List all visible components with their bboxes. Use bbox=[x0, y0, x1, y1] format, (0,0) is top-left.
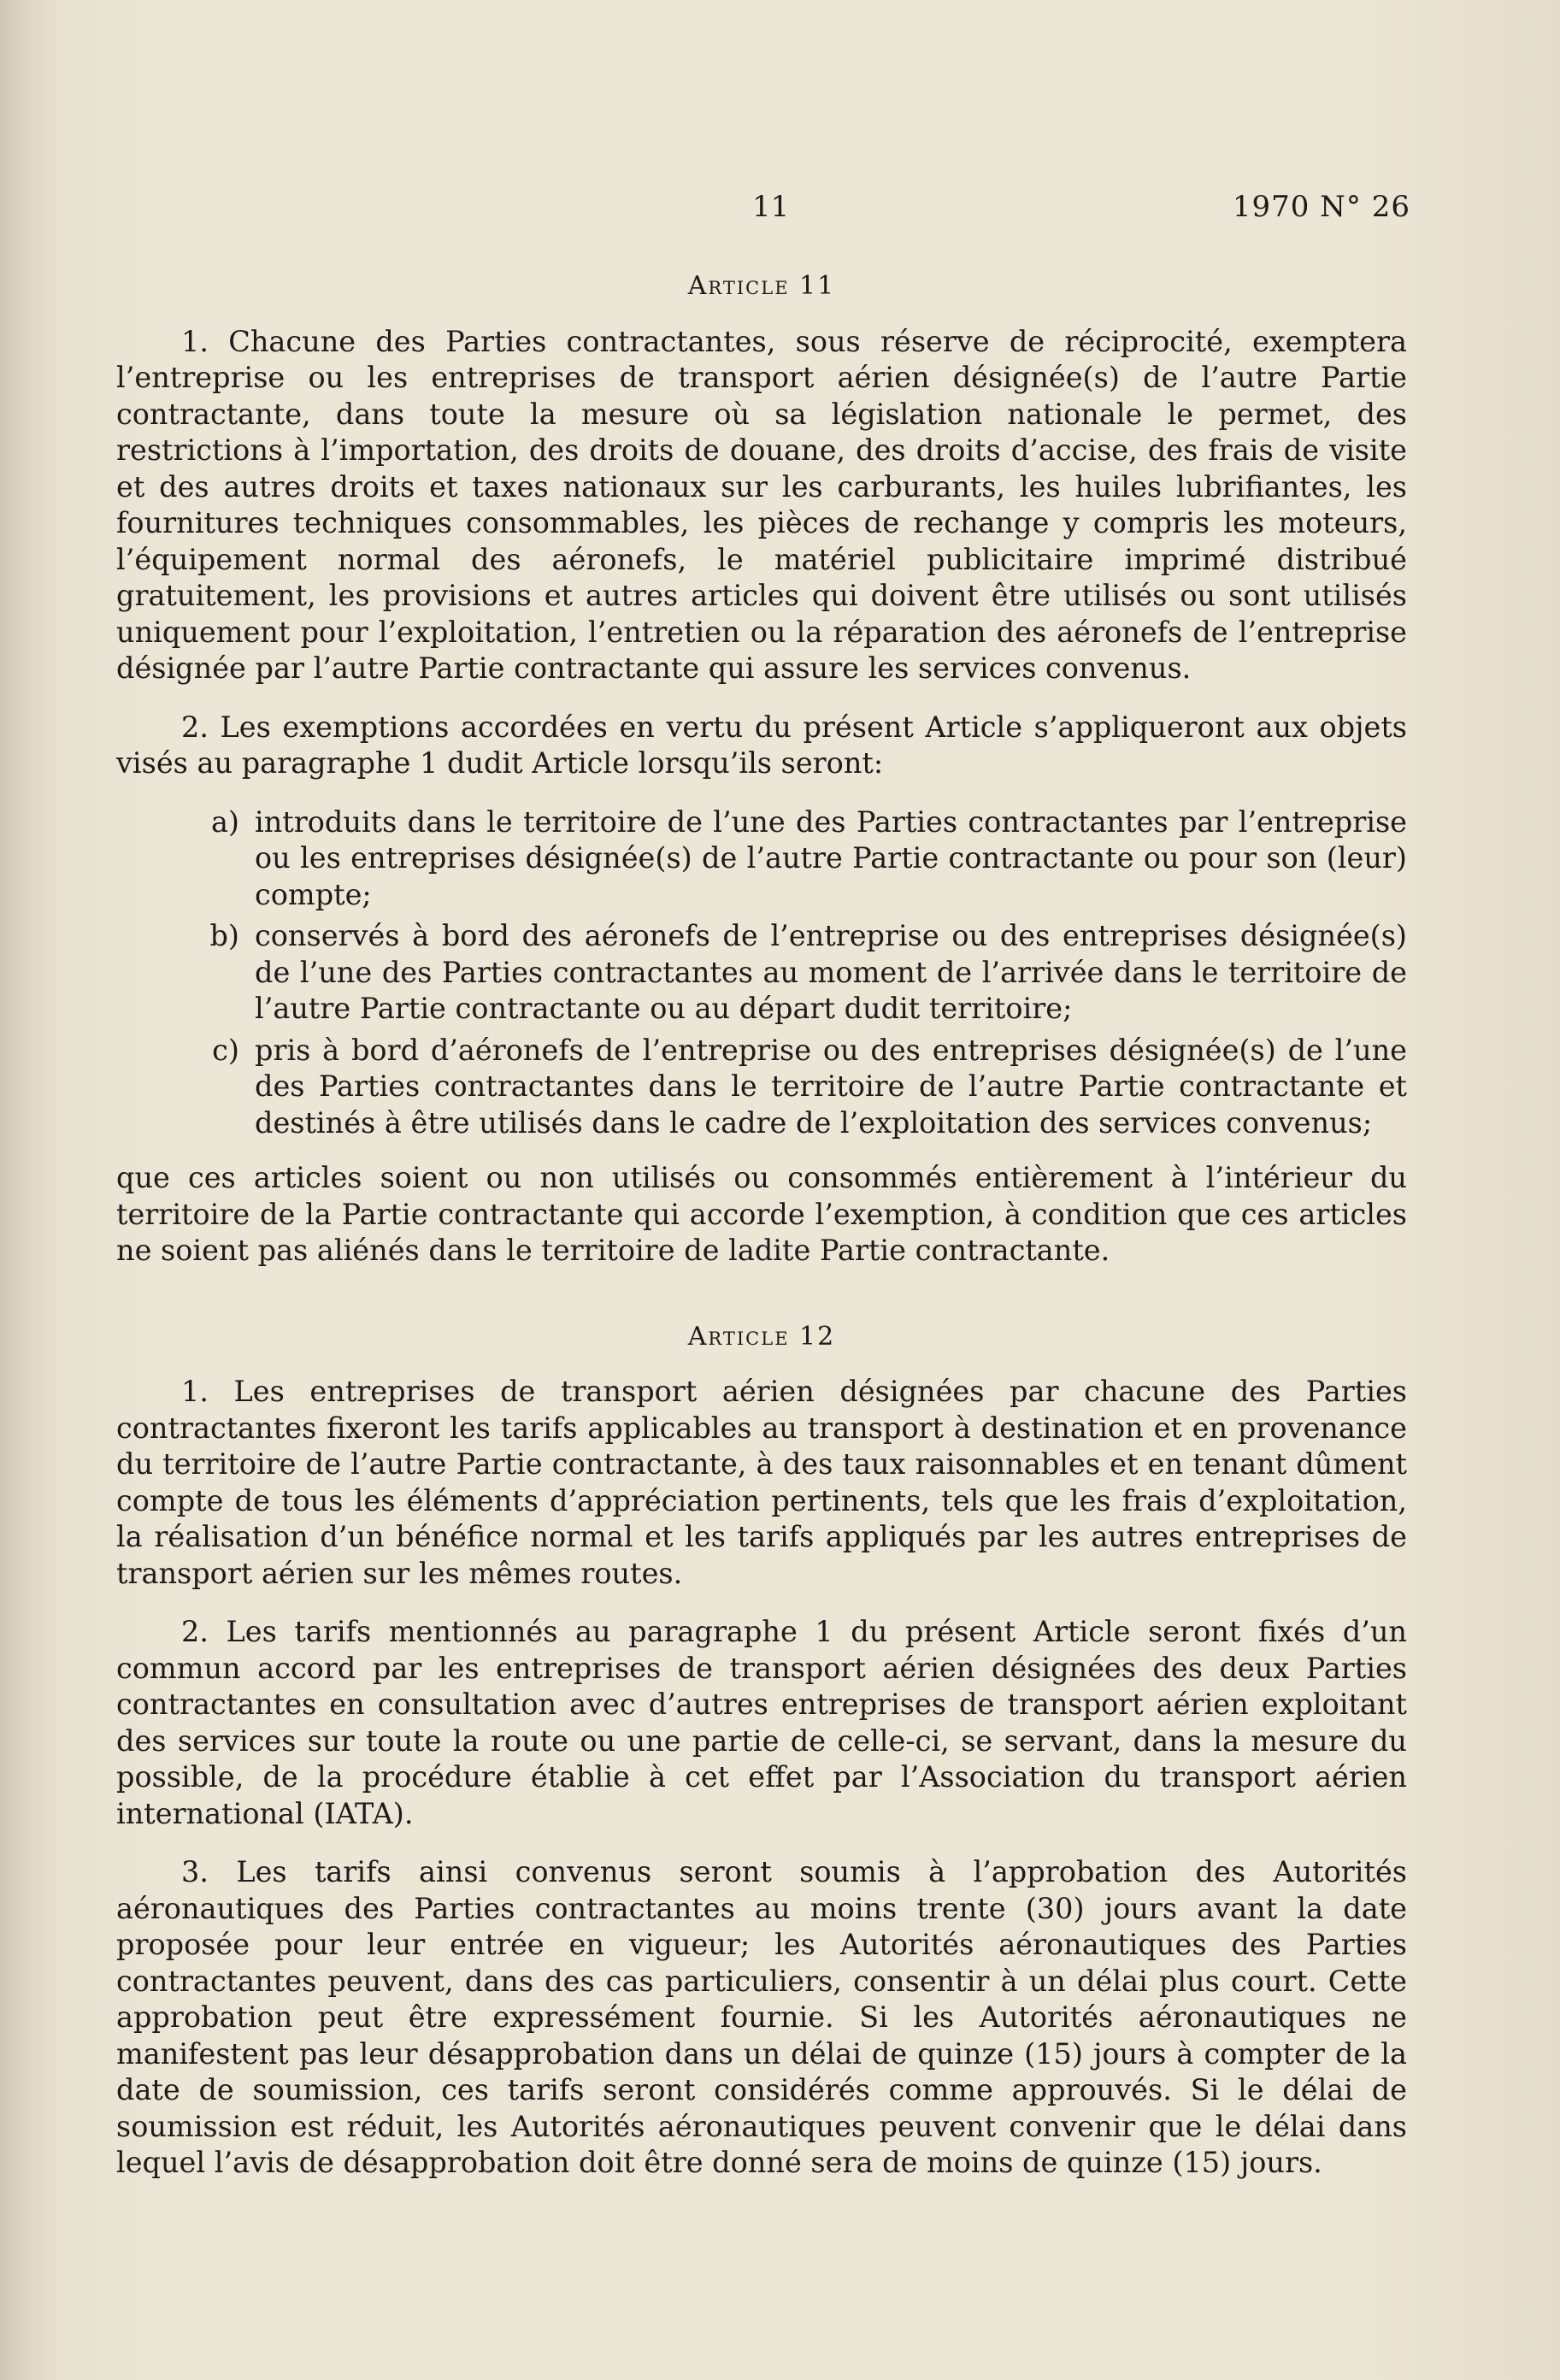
article-12-paragraph-1: 1. Les entreprises de transport aérien désignées par chacune des Parties contractantes fixeront les tarifs applicables au transport à destination et en provenance du territoire de l’autre Partie contractante, à des taux raisonnables et en tenant dûment compte de tous les éléments d’appréciation pertinents, tels que les frais d’exploitation, la réalisation d’un bénéfice normal et les tarifs appliqués par les autres entreprises de transport aérien sur les mêmes routes. bbox=[116, 1375, 1407, 1590]
list-item bbox=[116, 918, 1407, 1028]
document-body bbox=[116, 256, 1407, 2204]
article-11-heading: Article 11 bbox=[687, 271, 836, 301]
page-number: 11 bbox=[752, 190, 790, 224]
exemption-list bbox=[116, 804, 1407, 1142]
list-item bbox=[116, 1033, 1407, 1142]
article-12-paragraph-2: 2. Les tarifs mentionnés au paragraphe 1 du présent Article seront fixés d’un commun accord par les entreprises de transport aérien désignées des deux Parties contractantes en consultation avec d’autres entreprises de transport aérien exploitant des services sur toute la route ou une partie de celle-ci, se servant, dans la mesure du possible, de la procédure établie à cet effet par l’Association du transport aérien international (IATA). bbox=[116, 1615, 1407, 1830]
list-item-text: introduits dans le territoire de l’une des Parties contractantes par l’entreprise ou les entreprises désignée(s) de l’autre Partie contractante ou pour son (leur) compte; bbox=[255, 804, 1407, 911]
article-11-paragraph-1: 1. Chacune des Parties contractantes, sous réserve de réciprocité, exemptera l’entreprise ou les entreprises de transport aérien désignée(s) de l’autre Partie contractante, dans toute la mesure où sa législation nationale le permet, des restrictions à l’importation, des droits de douane, des droits d’accise, des frais de visite et des autres droits et taxes nationaux sur les carburants, les huiles lubrifiantes, les fournitures techniques consommables, les pièces de rechange y compris les moteurs, l’équipement normal des aéronefs, le matériel publicitaire imprimé distribué gratuitement, les provisions et autres articles qui doivent être utilisés ou sont utilisés uniquement pour l’exploitation, l’entretien ou la réparation des aéronefs de l’entreprise désignée par l’autre Partie contractante qui assure les services convenus. bbox=[116, 324, 1407, 685]
volume-reference: 1970 N° 26 bbox=[1232, 190, 1410, 224]
list-item-text: conservés à bord des aéronefs de l’entreprise ou des entreprises désignée(s) de l’une des Parties contractantes au moment de l’arrivée dans le territoire de l’autre Partie contractante ou au départ dudit territoire; bbox=[255, 919, 1407, 1025]
list-item-mark: a) bbox=[210, 804, 239, 839]
article-12-heading: Article 12 bbox=[687, 1321, 836, 1352]
list-item-mark: c) bbox=[212, 1033, 239, 1067]
list-item-text: pris à bord d’aéronefs de l’entreprise ou des entreprises désignée(s) de l’une des Parties contractantes dans le territoire de l’autre Partie contractante et destinés à être utilisés dans le cadre de l’exploitation des services convenus; bbox=[255, 1033, 1407, 1140]
article-11-closing: que ces articles soient ou non utilisés ou consommés entièrement à l’intérieur du territoire de la Partie contractante qui accorde l’exemption, à condition que ces articles ne soient pas aliénés dans le territoire de ladite Partie contractante. bbox=[116, 1161, 1407, 1267]
article-11-paragraph-2: 2. Les exemptions accordées en vertu du présent Article s’appliqueront aux objets visés au paragraphe 1 dudit Article lorsqu’ils seront: bbox=[116, 710, 1407, 780]
list-item bbox=[116, 804, 1407, 914]
article-12-paragraph-3: 3. Les tarifs ainsi convenus seront soumis à l’approbation des Autorités aéronautiques des Parties contractantes au moins trente (30) jours avant la date proposée pour leur entrée en vigueur; les Autorités aéronautiques des Parties contractantes peuvent, dans des cas particuliers, consentir à un délai plus court. Cette approbation peut être expressément fournie. Si les Autorités aéronautiques ne manifestent pas leur désapprobation dans un délai de quinze (15) jours à compter de la date de soumission, ces tarifs seront considérés comme approuvés. Si le délai de soumission est réduit, les Autorités aéronautiques peuvent convenir que le délai dans lequel l’avis de désapprobation doit être donné sera de moins de quinze (15) jours. bbox=[116, 1855, 1407, 2179]
list-item-mark: b) bbox=[209, 919, 239, 952]
